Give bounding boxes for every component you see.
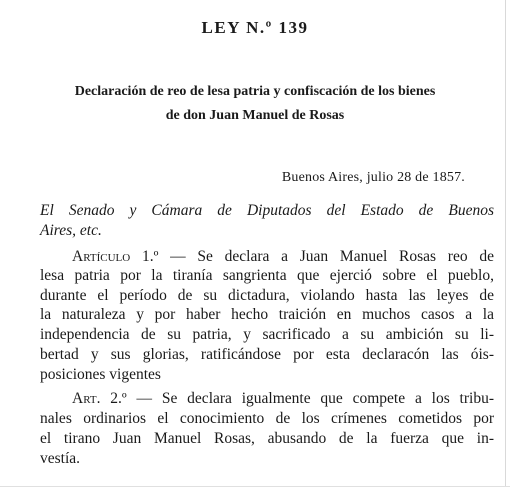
law-subtitle-line-2: de don Juan Manuel de Rosas <box>165 108 345 123</box>
dateline: Buenos Aires, julio 28 de 1857. <box>281 170 465 185</box>
article-1-line: bertad y sus glorias, ratificándose por esta declaracón las óis- <box>40 346 494 363</box>
article-2-first-line <box>72 390 494 408</box>
article-2-line: vestía. <box>40 450 81 467</box>
article-1-line: lesa patria por la tiranía sangrienta que ejerció sobre el pueblo, <box>40 267 494 284</box>
article-1-line: posiciones vigentes <box>40 366 161 383</box>
enactment-formula-line-1: El Senado y Cámara de Diputados del Estado de Buenos <box>40 202 494 219</box>
article-1-line: durante el período de su dictadura, violando hasta las leyes de <box>40 287 494 304</box>
article-1-first-line <box>72 248 494 266</box>
law-subtitle-line-1: Declaración de reo de lesa patria y confiscación de los bienes <box>74 84 436 99</box>
article-1-first-line-text: — Se declara a Juan Manuel Rosas reo de <box>158 248 494 265</box>
article-2-first-line-text: — Se declara igualmente que compete a los tribu- <box>126 390 494 407</box>
article-2-line: el tirano Juan Manuel Rosas, abusando de la fuerza que in- <box>40 430 494 447</box>
article-2-label: Art. 2.º <box>72 390 127 407</box>
page-edge-divider <box>505 0 506 487</box>
enactment-formula-line-2: Aires, etc. <box>40 222 102 239</box>
law-title: LEY N.º 139 <box>201 18 309 37</box>
article-2-line: nales ordinarios el conocimiento de los crímenes cometidos por <box>40 410 494 427</box>
article-1-line: independencia de su patria, y sacrificado a su ambición su li- <box>40 326 494 343</box>
article-1-label: Artículo 1.º <box>72 248 159 265</box>
article-1-line: la naturaleza y por haber hecho traición en muchos casos a la <box>40 306 494 323</box>
